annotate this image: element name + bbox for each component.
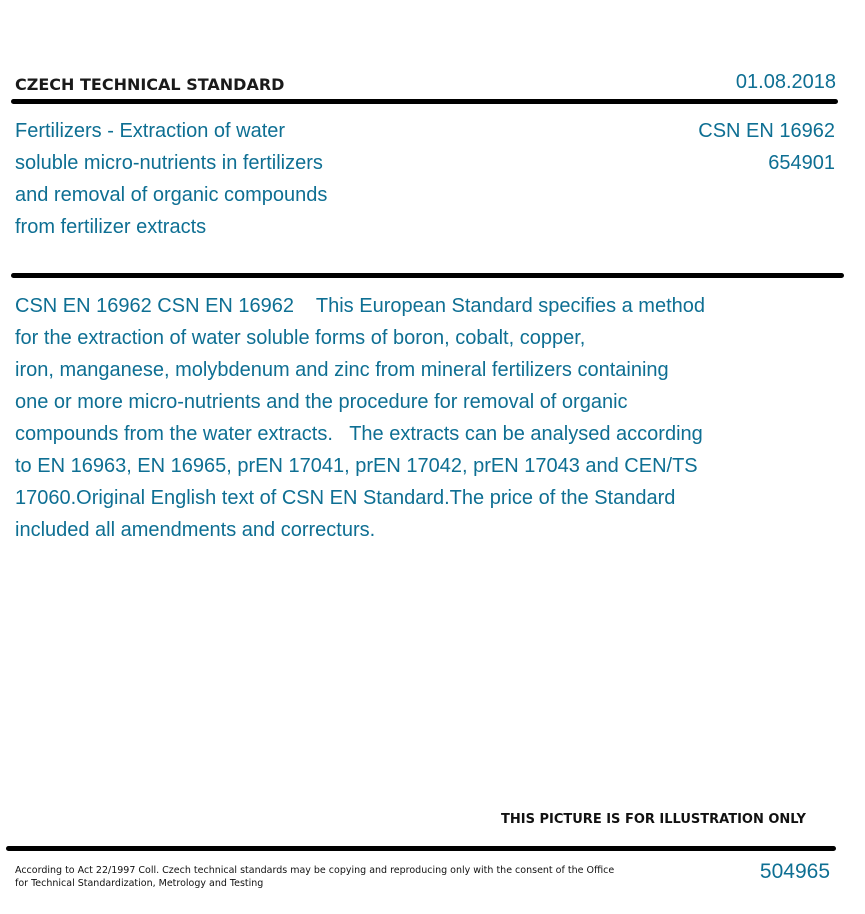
section-divider	[11, 273, 844, 278]
legal-notice-line: for Technical Standardization, Metrology and Testing	[15, 878, 264, 889]
description-line: included all amendments and correcturs.	[15, 519, 376, 541]
standard-title-line: Fertilizers - Extraction of water	[15, 120, 286, 142]
description-line: one or more micro-nutrients and the procedure for removal of organic	[15, 391, 628, 413]
illustration-disclaimer: THIS PICTURE IS FOR ILLUSTRATION ONLY	[501, 812, 806, 827]
description-line: iron, manganese, molybdenum and zinc from mineral fertilizers containing	[15, 359, 669, 381]
document-type-heading: CZECH TECHNICAL STANDARD	[15, 75, 285, 94]
description-line: CSN EN 16962 CSN EN 16962 This European Standard specifies a method	[15, 295, 706, 317]
standard-code: CSN EN 16962	[698, 120, 835, 142]
standard-title-line: soluble micro-nutrients in fertilizers	[15, 152, 323, 174]
standard-title-line: and removal of organic compounds	[15, 184, 328, 206]
description-line: compounds from the water extracts. The extracts can be analysed according	[15, 423, 703, 445]
standard-codes	[698, 115, 835, 179]
header-divider	[11, 99, 838, 104]
catalog-number: 654901	[768, 152, 835, 174]
standard-title	[15, 115, 435, 243]
legal-notice	[15, 864, 614, 890]
footer-divider	[6, 846, 836, 851]
description-line: to EN 16963, EN 16965, prEN 17041, prEN 17042, prEN 17043 and CEN/TS	[15, 455, 698, 477]
description-line: 17060.Original English text of CSN EN Standard.The price of the Standard	[15, 487, 676, 509]
description-line: for the extraction of water soluble forms of boron, cobalt, copper,	[15, 327, 586, 349]
footer-code: 504965	[759, 860, 830, 883]
legal-notice-line: According to Act 22/1997 Coll. Czech technical standards may be copying and reproducing only with the consent of the Office	[15, 865, 615, 876]
standard-title-line: from fertilizer extracts	[15, 216, 207, 238]
standard-description	[15, 290, 775, 546]
publication-date: 01.08.2018	[735, 71, 836, 93]
